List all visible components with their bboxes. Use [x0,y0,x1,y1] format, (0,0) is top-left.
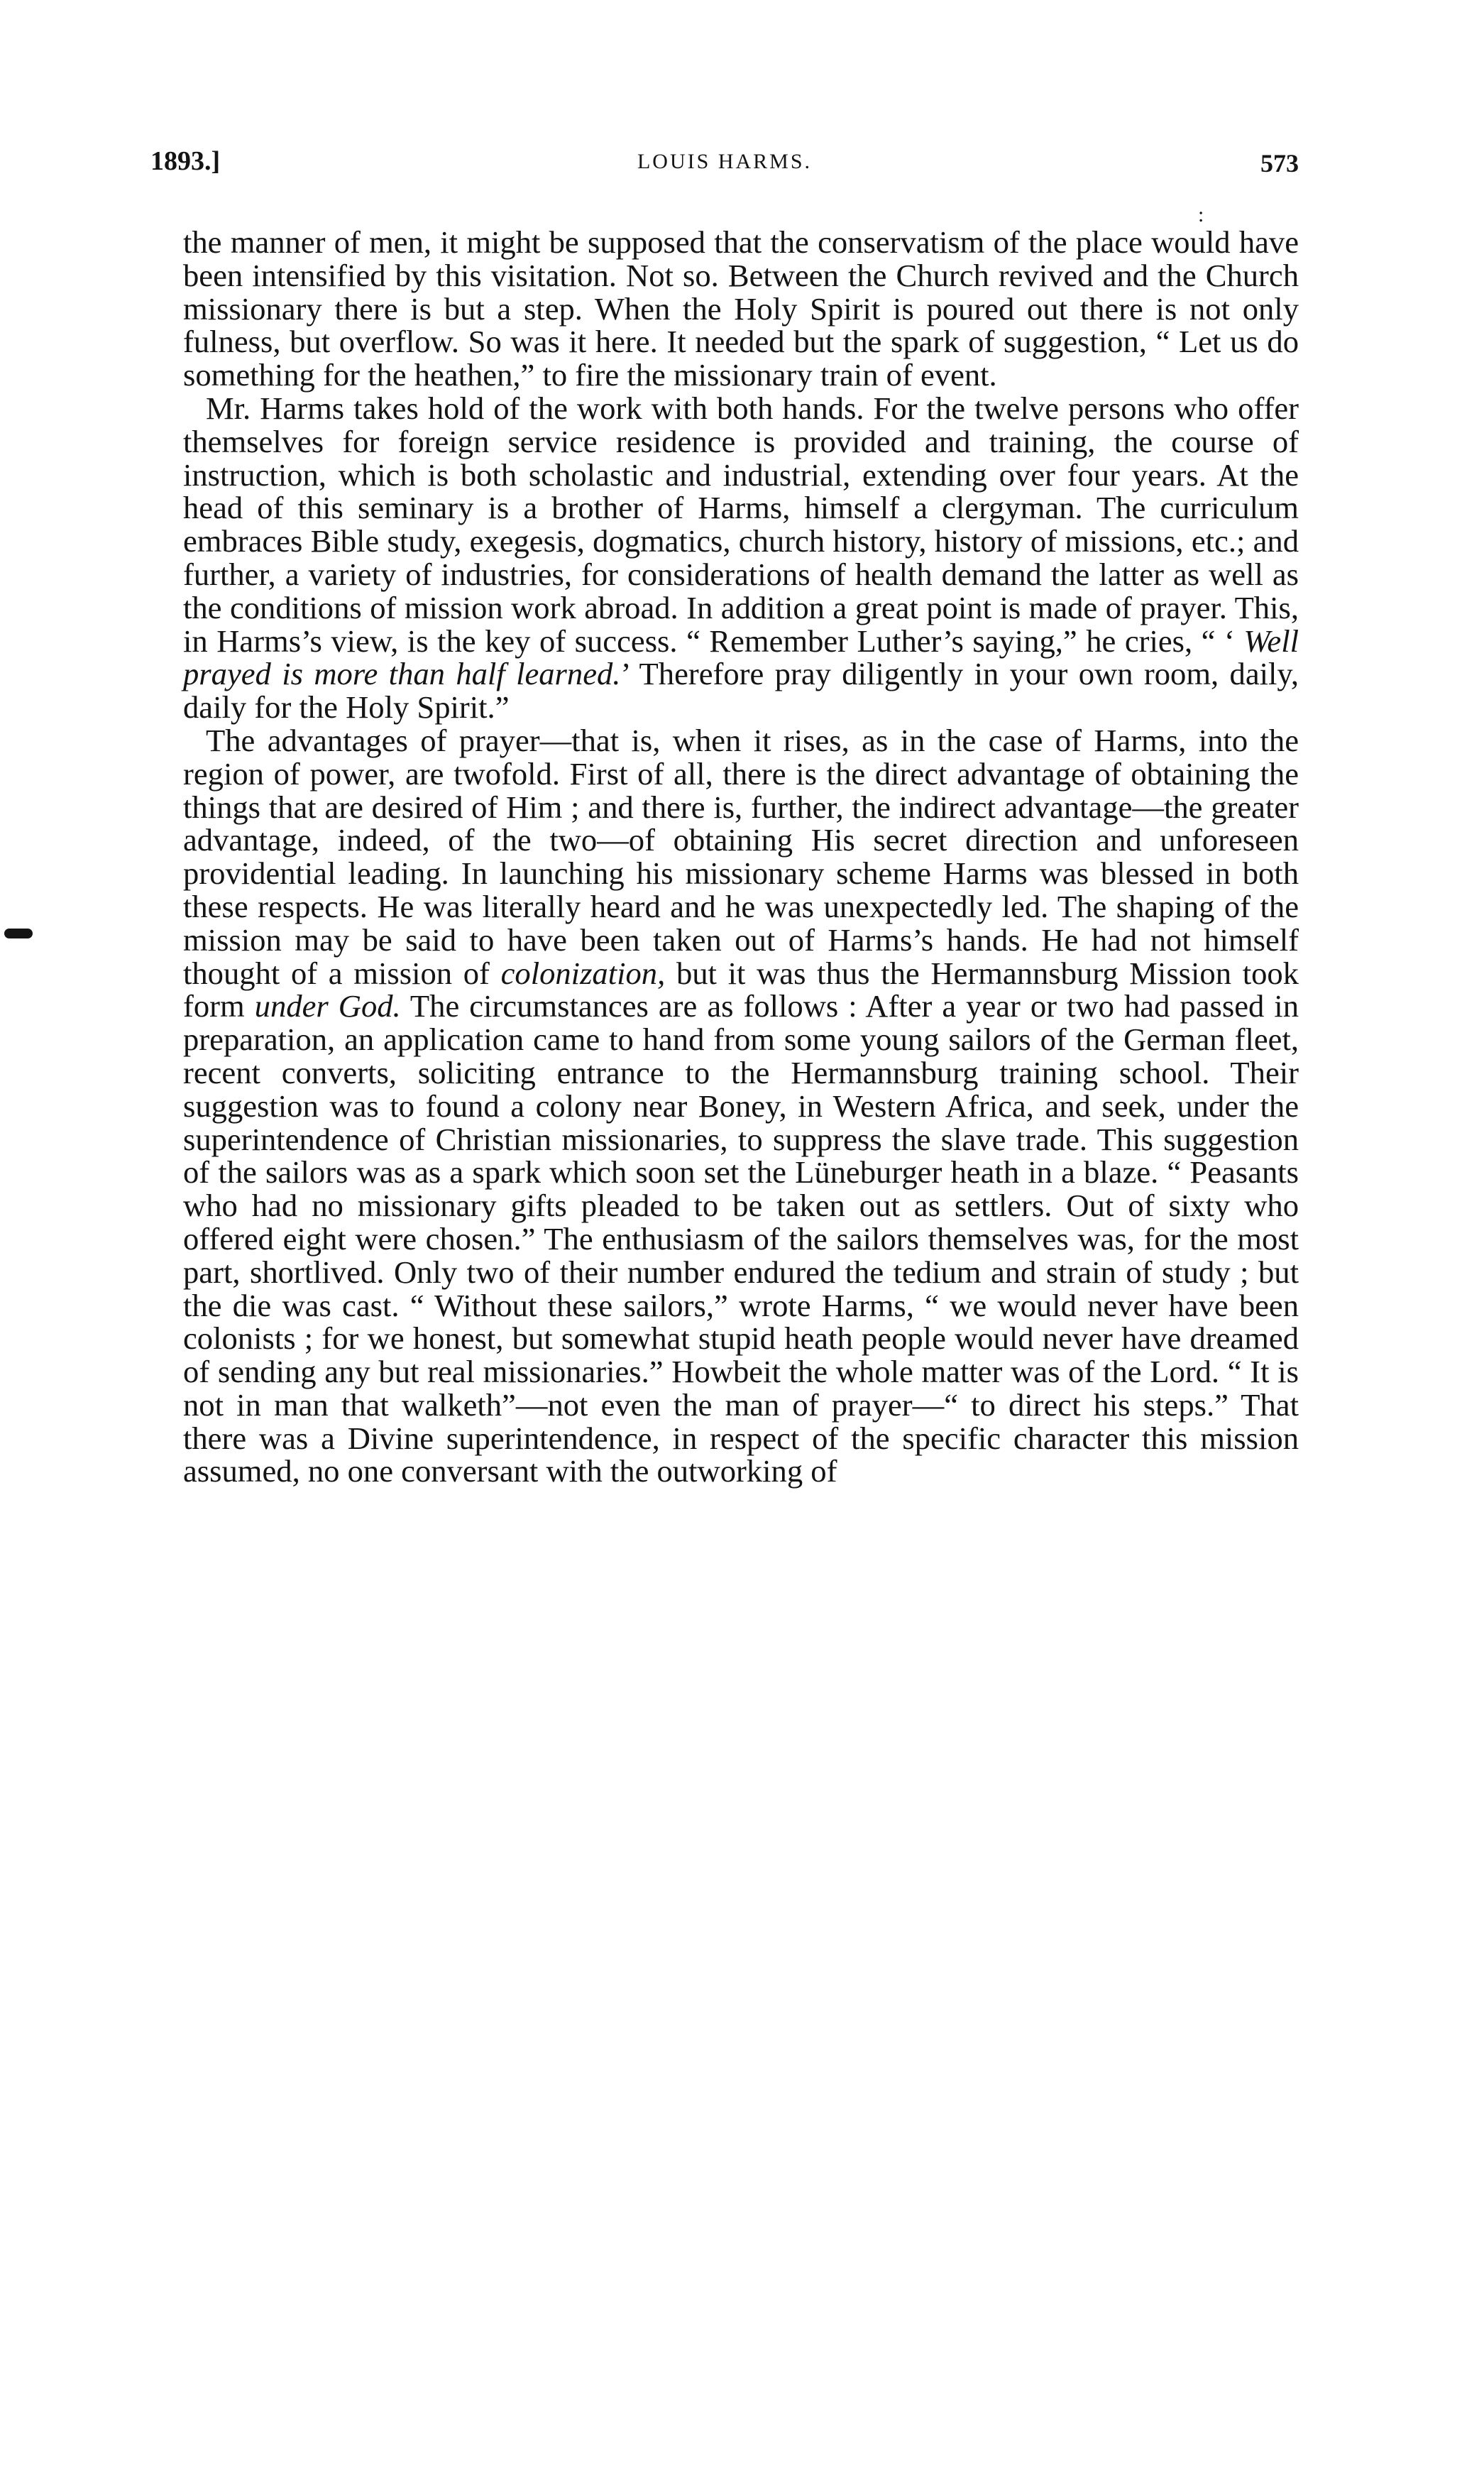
luther-quote-italic: Well prayed is more than half learned. [183,623,1299,692]
body-text [183,226,1299,1488]
paragraph-3-text-c: The circumstances are as follows : After a year or two had passed in preparation, an application came to hand from some young sailors of the German fleet, recent converts, soliciting entrance to the Hermannsburg training school. Their suggestion was to found a colony near Boney, in Western Africa, and seek, under the superintendence of Christian missionaries, to suppress the slave trade. This suggestion of the sailors was as a spark which soon set the Lüneburger heath in a blaze. “ Peasants who had no missionary gifts pleaded to be taken out as settlers. Out of sixty who offered eight were chosen.” The enthusiasm of the sailors themselves was, for the most part, shortlived. Only two of their number endured the tedium and strain of study ; but the die was cast. “ Without these sailors,” wrote Harms, “ we would never have been colonists ; for we honest, but somewhat stupid heath people would never have dreamed of sending any but real missionaries.” Howbeit the whole matter was of the Lord. “ It is not in man that walketh”—not even the man of prayer—“ to direct his steps.” That there was a Divine superintendence, in respect of the specific character this mission assumed, no one conversant with the outworking of [183,988,1299,1489]
under-god-italic: under God. [254,988,401,1024]
paragraph-2-text-a: Mr. Harms takes hold of the work with both hands. For the twelve persons who offer themselves for foreign service residence is provided and training, the course of instruction, which is both scholastic and industrial, extending over four years. At the head of this seminary is a brother of Harms, himself a clergyman. The curriculum embraces Bible study, exegesis, dogmatics, church history, history of missions, etc.; and further, a variety of industries, for considerations of health demand the latter as well as the conditions of mission work abroad. In addition a great point is made of prayer. This, in Harms’s view, is the key of success. “ Remember Luther’s saying,” he cries, “ ‘ [183,390,1299,659]
page-number: 573 [1260,149,1299,177]
header-title: LOUIS HARMS. [637,150,813,173]
paragraph-1-text: the manner of men, it might be supposed that the conservatism of the place would have been intensified by this visitation. Not so. Between the Church revived and the Church missionary there is but a step. When the Holy Spirit is poured out there is not only fulness, but overflow. So was it here. It needed but the spark of suggestion, “ Let us do something for the heathen,” to fire the missionary train of event. [183,224,1299,393]
header-year: 1893.] [150,146,221,176]
paragraph-2 [183,392,1299,724]
paragraph-3-text-b: but it was thus the Hermannsburg Mission took form [183,955,1299,1024]
colonization-italic: colonization, [500,955,666,991]
stray-colon-mark: : [1198,203,1204,226]
margin-ink-mark [4,929,33,938]
running-head [150,146,1299,188]
paragraph-3-text-a: The advantages of prayer—that is, when it rises, as in the case of Harms, into the region of power, are twofold. First of all, there is the direct advantage of obtaining the things that are desired of Him ; and there is, further, the indirect advantage—the greater advantage, indeed, of the two—of obtaining His secret direction and unforeseen providential leading. In launching his missionary scheme Harms was blessed in both these respects. He was literally heard and he was unexpectedly led. The shaping of the mission may be said to have been taken out of Harms’s hands. He had not himself thought of a mission of [183,722,1299,991]
paragraph-2-text-b: ’ Therefore pray diligently in your own room, daily, daily for the Holy Spirit.” [183,656,1299,726]
paragraph-1 [183,226,1299,392]
paragraph-3 [183,724,1299,1488]
